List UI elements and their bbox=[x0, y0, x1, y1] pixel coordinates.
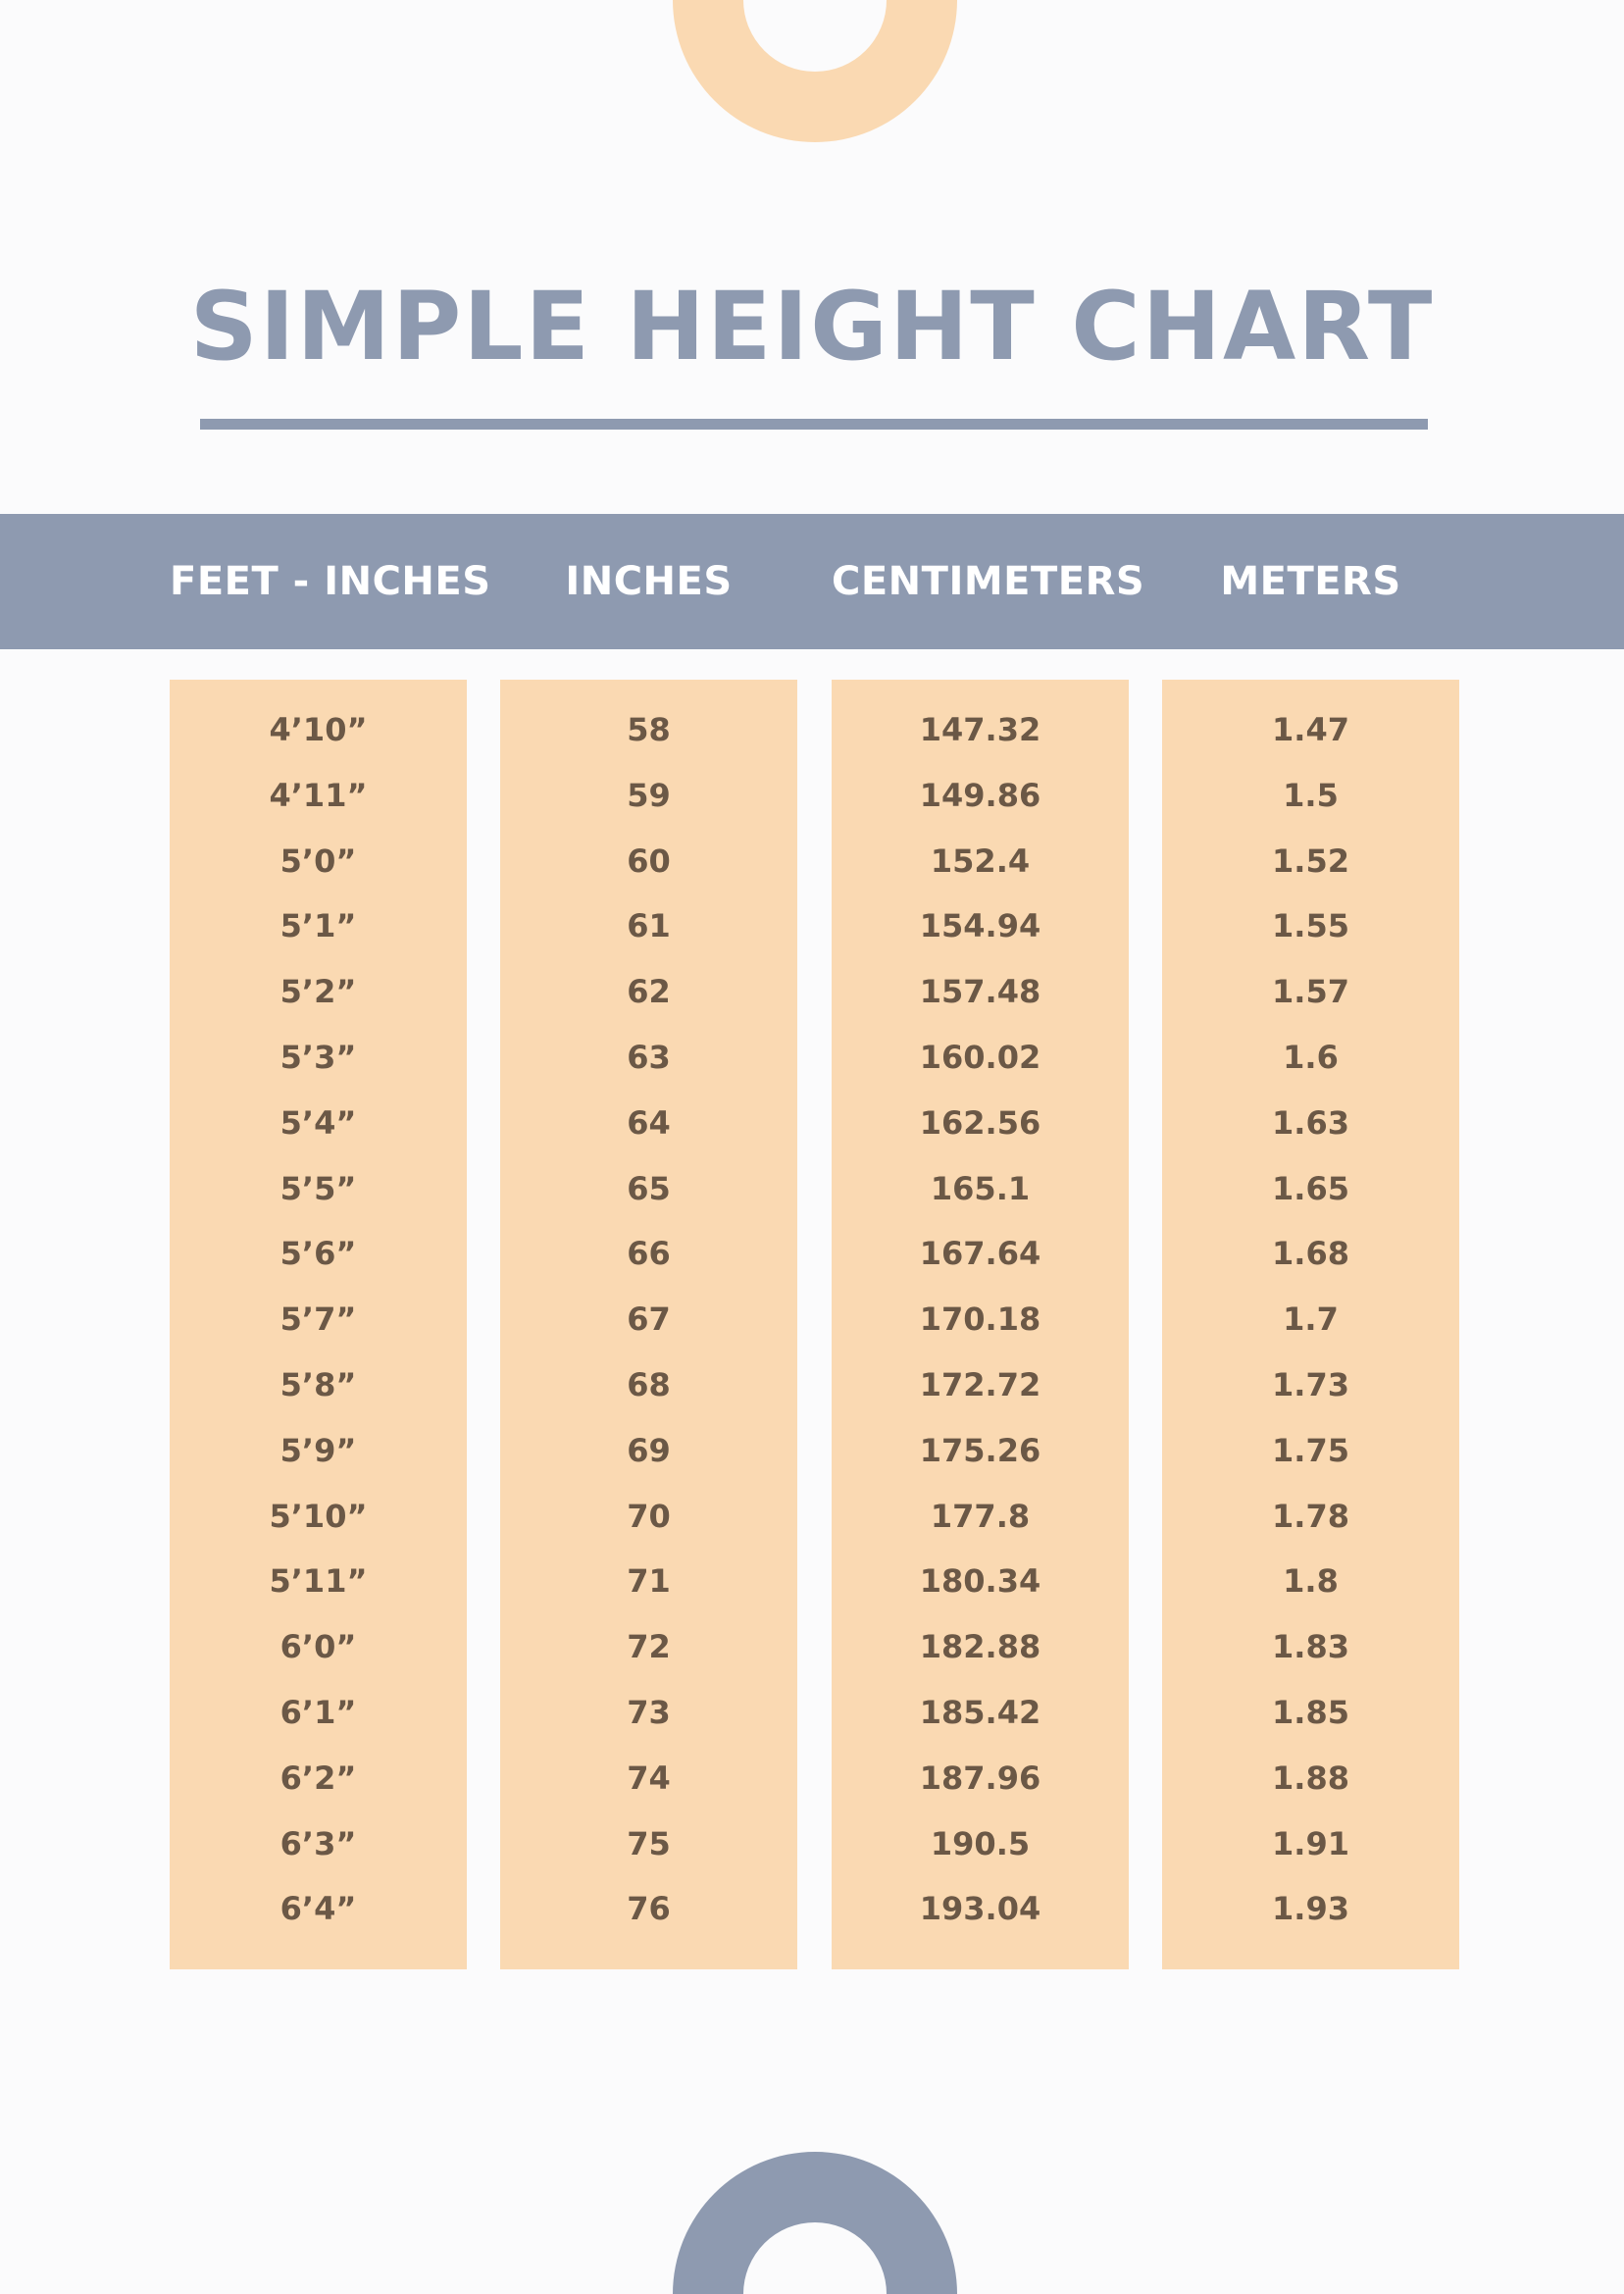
cell-centimeters: 154.94 bbox=[919, 907, 1041, 945]
cell-meters: 1.75 bbox=[1272, 1431, 1349, 1469]
cell-feet-inches: 6’3” bbox=[279, 1824, 357, 1862]
cell-meters: 1.78 bbox=[1272, 1497, 1349, 1535]
cell-inches: 58 bbox=[627, 711, 671, 748]
cell-feet-inches: 5’5” bbox=[279, 1169, 357, 1207]
cell-centimeters: 152.4 bbox=[930, 841, 1031, 880]
cell-inches: 61 bbox=[627, 907, 671, 945]
cell-inches: 72 bbox=[627, 1628, 671, 1666]
cell-centimeters: 187.96 bbox=[919, 1759, 1041, 1797]
cell-feet-inches: 5’7” bbox=[279, 1300, 357, 1339]
cell-inches: 68 bbox=[627, 1366, 671, 1403]
cell-feet-inches: 5’1” bbox=[279, 907, 357, 945]
cell-feet-inches: 5’10” bbox=[269, 1497, 368, 1535]
cell-inches: 67 bbox=[627, 1300, 671, 1339]
cell-centimeters: 172.72 bbox=[919, 1366, 1041, 1403]
cell-centimeters: 165.1 bbox=[930, 1169, 1031, 1207]
title-divider bbox=[200, 419, 1428, 430]
cell-centimeters: 157.48 bbox=[919, 973, 1041, 1011]
cell-inches: 64 bbox=[627, 1103, 671, 1142]
column-inches bbox=[500, 680, 797, 1969]
cell-feet-inches: 5’11” bbox=[269, 1562, 368, 1601]
cell-centimeters: 167.64 bbox=[919, 1235, 1041, 1273]
cell-meters: 1.52 bbox=[1272, 841, 1349, 880]
cell-meters: 1.85 bbox=[1272, 1694, 1349, 1731]
cell-inches: 65 bbox=[627, 1169, 671, 1207]
cell-centimeters: 180.34 bbox=[919, 1562, 1041, 1601]
header-feet-inches: FEET - INCHES bbox=[170, 559, 491, 604]
cell-feet-inches: 5’8” bbox=[279, 1366, 357, 1403]
cell-inches: 75 bbox=[627, 1824, 671, 1862]
header-centimeters: CENTIMETERS bbox=[832, 559, 1145, 604]
bottom-ring-decoration bbox=[673, 2152, 957, 2294]
cell-inches: 60 bbox=[627, 841, 671, 880]
cell-centimeters: 149.86 bbox=[919, 776, 1041, 814]
cell-centimeters: 160.02 bbox=[919, 1039, 1041, 1076]
cell-feet-inches: 6’4” bbox=[279, 1890, 357, 1928]
cell-feet-inches: 5’0” bbox=[279, 841, 357, 880]
cell-inches: 73 bbox=[627, 1694, 671, 1731]
cell-feet-inches: 5’9” bbox=[279, 1431, 357, 1469]
cell-meters: 1.8 bbox=[1283, 1562, 1339, 1601]
cell-meters: 1.57 bbox=[1272, 973, 1349, 1011]
cell-meters: 1.68 bbox=[1272, 1235, 1349, 1273]
cell-centimeters: 182.88 bbox=[919, 1628, 1041, 1666]
header-meters: METERS bbox=[1220, 559, 1401, 604]
cell-inches: 63 bbox=[627, 1039, 671, 1076]
cell-meters: 1.5 bbox=[1283, 776, 1339, 814]
header-inches: INCHES bbox=[565, 559, 733, 604]
cell-centimeters: 177.8 bbox=[930, 1497, 1031, 1535]
cell-meters: 1.47 bbox=[1272, 711, 1349, 748]
column-feet-inches bbox=[170, 680, 467, 1969]
cell-feet-inches: 4’11” bbox=[269, 776, 368, 814]
cell-meters: 1.83 bbox=[1272, 1628, 1349, 1666]
cell-meters: 1.73 bbox=[1272, 1366, 1349, 1403]
cell-centimeters: 185.42 bbox=[919, 1694, 1041, 1731]
cell-feet-inches: 5’3” bbox=[279, 1039, 357, 1076]
page-title: SIMPLE HEIGHT CHART bbox=[189, 272, 1435, 382]
cell-meters: 1.65 bbox=[1272, 1169, 1349, 1207]
cell-inches: 70 bbox=[627, 1497, 671, 1535]
cell-centimeters: 193.04 bbox=[919, 1890, 1041, 1928]
cell-meters: 1.6 bbox=[1283, 1039, 1339, 1076]
column-meters bbox=[1162, 680, 1459, 1969]
cell-meters: 1.63 bbox=[1272, 1103, 1349, 1142]
top-ring-decoration bbox=[673, 0, 957, 142]
column-centimeters bbox=[832, 680, 1129, 1969]
cell-feet-inches: 6’0” bbox=[279, 1628, 357, 1666]
cell-inches: 76 bbox=[627, 1890, 671, 1928]
cell-feet-inches: 5’4” bbox=[279, 1103, 357, 1142]
cell-meters: 1.88 bbox=[1272, 1759, 1349, 1797]
cell-feet-inches: 4’10” bbox=[269, 711, 368, 748]
cell-inches: 62 bbox=[627, 973, 671, 1011]
cell-centimeters: 190.5 bbox=[930, 1824, 1031, 1862]
cell-centimeters: 175.26 bbox=[919, 1431, 1041, 1469]
cell-feet-inches: 6’1” bbox=[279, 1694, 357, 1731]
cell-meters: 1.55 bbox=[1272, 907, 1349, 945]
cell-inches: 59 bbox=[627, 776, 671, 814]
cell-inches: 74 bbox=[627, 1759, 671, 1797]
cell-inches: 66 bbox=[627, 1235, 671, 1273]
cell-inches: 69 bbox=[627, 1431, 671, 1469]
cell-meters: 1.91 bbox=[1272, 1824, 1349, 1862]
cell-centimeters: 147.32 bbox=[919, 711, 1041, 748]
cell-meters: 1.7 bbox=[1283, 1300, 1339, 1339]
cell-feet-inches: 5’2” bbox=[279, 973, 357, 1011]
cell-feet-inches: 5’6” bbox=[279, 1235, 357, 1273]
cell-centimeters: 162.56 bbox=[919, 1103, 1041, 1142]
cell-feet-inches: 6’2” bbox=[279, 1759, 357, 1797]
cell-meters: 1.93 bbox=[1272, 1890, 1349, 1928]
table-header bbox=[0, 514, 1624, 649]
cell-centimeters: 170.18 bbox=[919, 1300, 1041, 1339]
cell-inches: 71 bbox=[627, 1562, 671, 1601]
